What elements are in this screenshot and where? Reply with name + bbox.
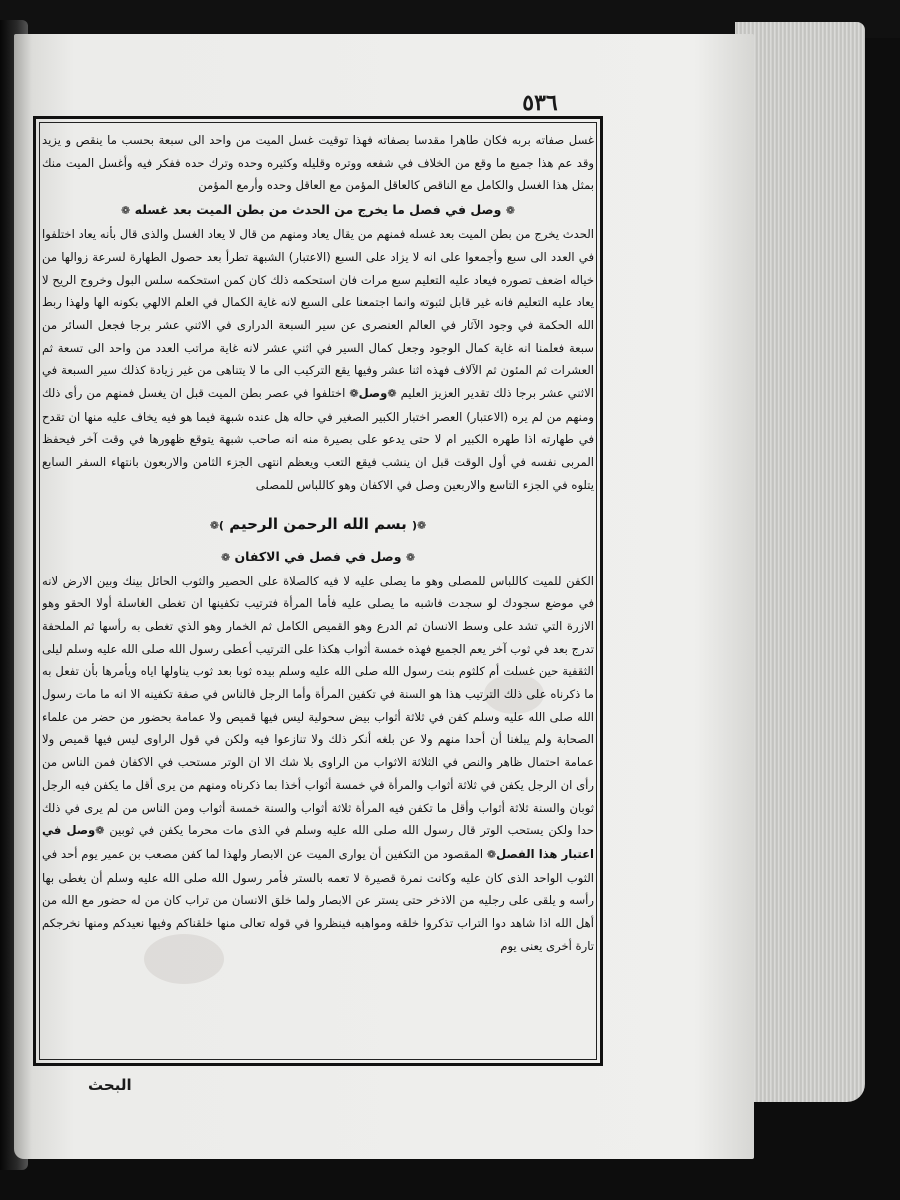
paragraph-text: الحدث يخرج من بطن الميت بعد غسله فمنهم من يقال يعاد ومنهم من قال لا يعاد الغسل والذى قال بأنه يعاد اختلفوا في العدد الى سبع وأجمعوا على انه لا يزاد على السبع (الاعتبار) الشبهة تطرأ بعد حصول الطهارة لسرعة زوالها من خياله اضعف تصوره فيعاد عليه التعليم سبع مرات فان استحكمه ذلك كان كمن استحكمه سلس البول وخروج الريح لا يعاد عليه التعليم فانه غير قابل لثبوته وانما اجتمعنا على السبع لانه غاية الكمال في العلم الالهي بكونه الها ولهذا ربط الله الحكمة في وجود الآثار في العالم العنصرى عن سير السبعة الدرارى في الاثني عشر برجا فجعل السائر من سبعة فعلمنا انه غاية كمال الوجود وجعل كمال السير في اثني عشر لانه غاية مراتب العدد من واحد الى تسعة ثم العشرات ثم المئون ثم الآلاف فهذه اثنا عشر وفيها يقع التركيب الى ما لا يتناهى من غير زيادة كذلك سير السبعة في الاثني عشر برجا ذلك تقدير العزيز العليم [42,227,594,401]
ornament-icon: ❁ [505,204,515,218]
paragraph-text: المقصود من التكفين أن يوارى الميت عن الابصار ولهذا لما كفن مصعب بن عمير يوم أحد في الثوب الواحد الذى كان عليه وكانت نمرة قصيرة لا تعمه بالستر فأمر رسول الله صلى الله عليه وسلم أن يغطى بها رأسه و يلقى على رجليه من الاذخر حتى يستر عن الابصار ولما خلق الانسان من تراب كان من له حضور مع الله من أهل الله اذا شاهد دوا التراب تذكروا خلقه ومواهبه فينظروا في قوله تعالى منها خلقناكم وفيها نعيدكم ومنها نخرجكم تارة أخرى يعنى يوم [42,846,594,953]
ornament-icon: ❁ [349,387,359,401]
ornament-icon: ❁ [95,824,105,838]
page-number: ٥٣٦ [522,90,558,116]
text-frame [33,116,603,1066]
ornament-icon: ❁ [486,847,497,861]
ornament-icon: ❁ [121,204,131,218]
main-text-block [42,129,594,1057]
paragraph [42,570,594,958]
inline-heading: وصل في اعتبار هذا الفصل [42,823,594,861]
ornament-icon: ❁( [412,518,427,532]
section-heading-text: وصل في فصل في الاكفان [234,548,402,564]
paragraph [42,223,594,496]
basmala-heading [42,509,594,541]
ornament-icon: ❁ [405,550,416,564]
ornament-icon: ❁ [220,550,231,564]
page-edges-stack [735,22,865,1102]
catchword: البحث [88,1076,132,1094]
basmala-text: بسم الله الرحمن الرحيم [229,514,407,533]
paragraph-text: اختلفوا في عصر بطن الميت قبل ان يغسل فمنهم من رأى ذلك ومنهم من لم يره (الاعتبار) العصر اختبار الكبير الصغير في حاله هل عنده شبهة فيما هو فيه يخاف عليه منها ان تقدح في طهارته اذا طهره الكبير ام لا حتى يدعو على بصيرة منه انه صاحب شبهة يتوقع ظهورها في وقت آخر فيحفظ المربى نفسه في أول الوقت قبل ان ينشب فيقع التعب ويعظم انتهى الجزء الثامن والاربعون بانتهاء السفر السابع يتلوه في الجزء التاسع والاربعين وصل في الاكفان وهو كاللباس للمصلى [42,386,594,492]
ornament-icon: )❁ [209,518,224,532]
inline-heading: وصل [358,386,388,401]
ornament-icon: ❁ [387,387,397,401]
paragraph-text: الكفن للميت كاللباس للمصلى وهو ما يصلى عليه لا فيه كالصلاة على الحصير والثوب الحائل بينك وبين الارض لانه في موضع سجودك لو سجدت فاشبه ما يصلى عليه فأما المرأة فترتيب تكفينها ان تغطى الغاسلة أولا الحقو وهو الازرة التي تشد على وسط الانسان ثم الدرع وهو القميص الكامل ثم الخمار وهو الذي تغطى به رأسها ثم الملحفة تدرج بعد في ثوب آخر يعم الجميع فهذه خمسة أثواب هكذا على الترتيب أعطى رسول الله صلى الله عليه وسلم ليلى الثقفية حين غسلت أم كلثوم بنت رسول الله صلى الله عليه وسلم بيده ثوبا بعد ثوب يناولها اياه ويأمرها بأن تفعل به ما ذكرناه على ذلك الترتيب هذا هو السنة في تكفين المرأة وأما الرجل فالناس في صفة تكفينه الا انه ما مات رسول الله صلى الله عليه وسلم كفن في ثلاثة أثواب بيض سحولية ليس فيها قميص ولا عمامة بحضور من حضر من علماء الصحابة ولم يبلغنا أن أحدا منهم ولا عن بلغه أنكر ذلك ولا تنازعوا فيه ولكن في قول الراوى ليس فيها قميص ولا عمامة احتمال ظاهر والنص في الثلاثة الاثواب من الراوى بلا شك الا ان الوتر مستحب في الاكفان فمن الناس من رأى ان الرجل يكفن في ثلاثة أثواب والمرأة في خمسة أثواب أخذا بما ذكرناه ومنهم من يرى أقل ما يكفن فيه الرجل ثوبان والسنة ثلاثة أثواب وأقل ما تكفن فيه المرأة ثلاثة أثواب والسنة خمسة أثواب ومن الناس من لم يرى في ذلك حدا ولكن يستحب الوتر قال رسول الله صلى الله عليه وسلم في الذى مات محرما يكفن في ثوبين [42,573,594,838]
paragraph: غسل صفاته بربه فكان طاهرا مقدسا بصفاته فهذا توقيت غسل الميت من واحد الى سبعة بحسب ما ينقص و يزيد وقد عم هذا جميع ما وقع من الخلاف في شفعه ووتره وقليله وكثيره وحده وترك حده ففكر فيه وأغسل الميت منك بمثل هذا الغسل والكامل مع الناقص كالعاقل المؤمن مع العاقل وحده وأرمع المؤمن [42,133,594,193]
section-heading [42,545,594,569]
section-heading [42,198,594,222]
section-heading-text: وصل في فصل ما يخرج من الحدث من بطن الميت بعد غسله [134,202,502,218]
